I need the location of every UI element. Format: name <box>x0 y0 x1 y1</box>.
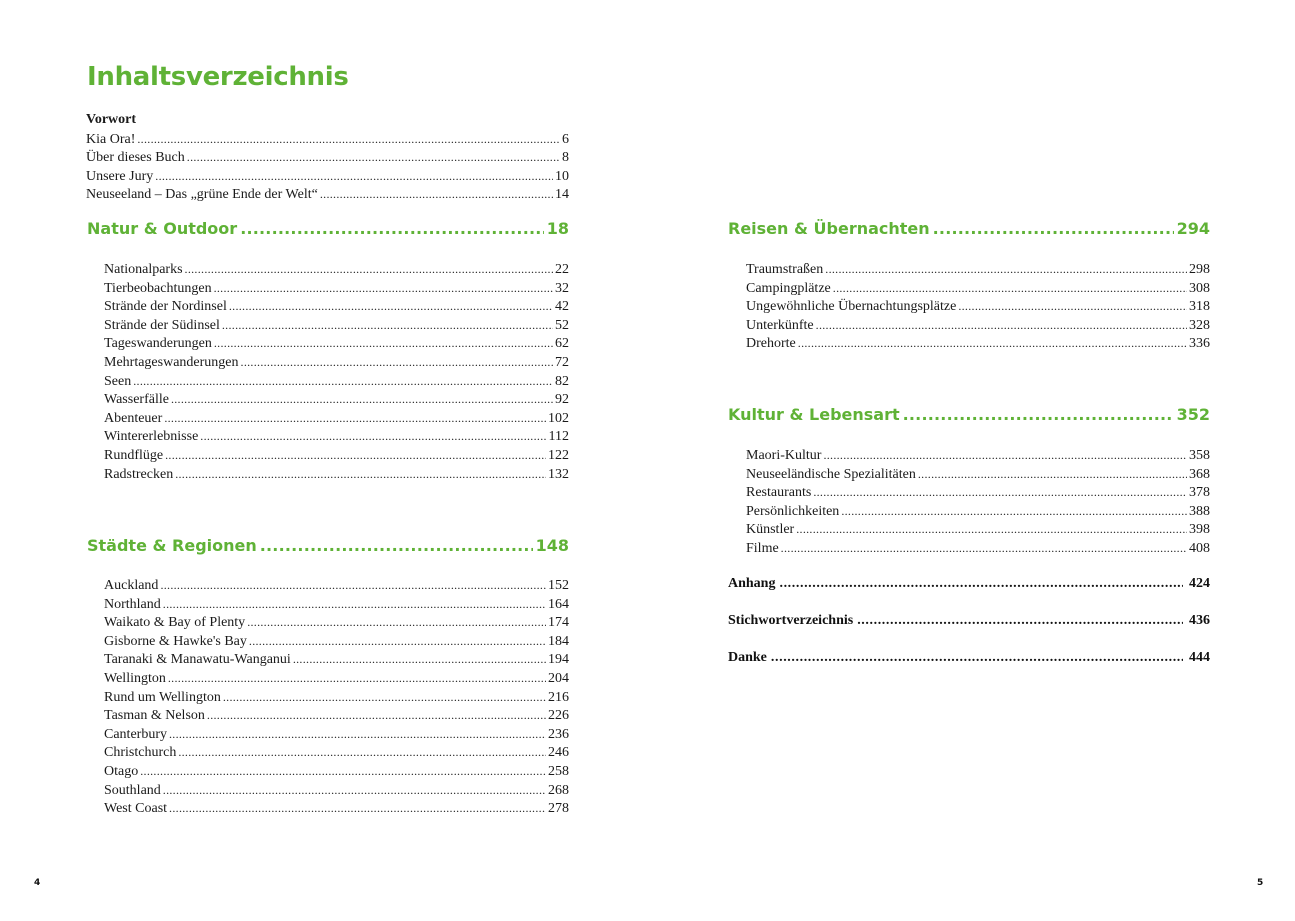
section-page: 18 <box>546 219 569 238</box>
toc-entry-page: 258 <box>548 763 569 779</box>
toc-entry[interactable] <box>746 483 1210 502</box>
page-number-right: 5 <box>1257 878 1264 888</box>
toc-entry[interactable] <box>746 446 1210 465</box>
toc-entry[interactable] <box>104 353 569 372</box>
toc-entry-page: 62 <box>555 336 569 352</box>
section-list-kultur <box>746 446 1210 558</box>
toc-entry[interactable] <box>86 130 569 149</box>
dot-leader <box>833 279 1187 298</box>
toc-entry[interactable] <box>104 316 569 335</box>
dot-leader <box>247 613 546 632</box>
toc-entry-page: 72 <box>555 354 569 370</box>
toc-entry-label: Nationalparks <box>104 262 183 277</box>
section-list-staedte <box>104 576 569 818</box>
toc-entry-page: 14 <box>555 187 569 203</box>
toc-entry-page: 298 <box>1189 262 1210 277</box>
toc-entry-page: 424 <box>1189 576 1210 591</box>
toc-entry-label: West Coast <box>104 801 168 817</box>
toc-entry[interactable] <box>746 465 1210 484</box>
toc-entry-label: Drehorte <box>746 336 796 352</box>
toc-entry-page: 112 <box>548 429 569 445</box>
toc-entry-page: 10 <box>555 168 569 184</box>
toc-entry[interactable] <box>104 762 569 781</box>
toc-entry-label: Künstler <box>746 522 795 538</box>
toc-entry-page: 368 <box>1189 466 1210 482</box>
section-title: Natur & Outdoor <box>87 219 238 238</box>
dot-leader <box>823 446 1187 465</box>
toc-entry[interactable] <box>104 781 569 800</box>
dot-leader <box>222 316 553 335</box>
toc-entry-page: 246 <box>548 745 569 761</box>
toc-entry-label: Abenteuer <box>104 410 163 426</box>
toc-entry[interactable] <box>104 279 569 298</box>
toc-entry[interactable] <box>746 316 1210 335</box>
dot-leader <box>175 465 546 484</box>
toc-entry-label: Traumstraßen <box>746 262 824 277</box>
toc-entry-label: Mehrtageswanderungen <box>104 354 239 370</box>
dot-leader <box>825 260 1187 279</box>
vorwort-block <box>86 111 569 204</box>
toc-entry[interactable] <box>104 390 569 409</box>
toc-entry[interactable] <box>104 743 569 762</box>
dot-leader <box>841 502 1187 521</box>
toc-entry-label: Otago <box>104 763 139 779</box>
toc-entry[interactable] <box>104 613 569 632</box>
toc-entry-label: Maori-Kultur <box>746 448 822 463</box>
toc-entry-page: 308 <box>1189 280 1210 296</box>
toc-entry[interactable] <box>746 334 1210 353</box>
toc-entry[interactable] <box>104 334 569 353</box>
toc-entry-label: Canterbury <box>104 726 167 742</box>
toc-anhang[interactable] <box>728 576 1210 596</box>
dot-leader <box>140 762 546 781</box>
dot-leader <box>813 483 1187 502</box>
toc-entry-page: 32 <box>555 280 569 296</box>
dot-leader <box>168 669 546 688</box>
toc-entry[interactable] <box>104 297 569 316</box>
section-list-reisen <box>746 260 1210 353</box>
dot-leader <box>164 409 546 428</box>
toc-entry-page: 8 <box>562 150 569 166</box>
toc-entry[interactable] <box>746 279 1210 298</box>
dot-leader <box>137 130 560 149</box>
dot-leader <box>155 167 553 186</box>
toc-entry[interactable] <box>104 595 569 614</box>
toc-entry-label: Strände der Südinsel <box>104 317 220 333</box>
toc-entry[interactable] <box>746 539 1210 558</box>
dot-leader <box>816 316 1187 335</box>
dot-leader <box>958 297 1187 316</box>
toc-entry-page: 92 <box>555 392 569 408</box>
toc-entry[interactable] <box>104 799 569 818</box>
toc-entry-label: Anhang <box>728 576 776 591</box>
toc-entry-page: 164 <box>548 596 569 612</box>
dot-leader <box>798 334 1187 353</box>
toc-entry-label: Unterkünfte <box>746 317 814 333</box>
dot-leader <box>200 427 546 446</box>
page-title: Inhaltsverzeichnis <box>87 62 349 92</box>
vorwort-heading: Vorwort <box>86 112 137 127</box>
dot-leader <box>163 781 546 800</box>
toc-entry-label: Ungewöhnliche Übernachtungsplätze <box>746 299 957 315</box>
toc-entry-page: 436 <box>1189 613 1210 628</box>
toc-entry[interactable] <box>104 725 569 744</box>
toc-entry[interactable] <box>104 465 569 484</box>
toc-entry[interactable] <box>746 260 1210 279</box>
dot-leader <box>207 706 546 725</box>
toc-entry-label: Neuseeland – Das „grüne Ende der Welt“ <box>86 187 318 203</box>
toc-entry-page: 328 <box>1189 317 1210 333</box>
dot-leader <box>903 405 1174 424</box>
dot-leader <box>293 650 546 669</box>
toc-entry-page: 378 <box>1189 485 1210 501</box>
section-title: Kultur & Lebensart <box>728 405 900 424</box>
section-heading-kultur[interactable] <box>728 405 1210 427</box>
dot-leader <box>165 446 546 465</box>
toc-entry-page: 216 <box>548 689 569 705</box>
toc-entry[interactable] <box>104 706 569 725</box>
toc-entry-label: Radstrecken <box>104 466 174 482</box>
toc-entry-page: 398 <box>1189 522 1210 538</box>
toc-entry-label: Christchurch <box>104 745 177 761</box>
toc-entry[interactable] <box>104 669 569 688</box>
toc-entry-page: 408 <box>1189 540 1210 556</box>
dot-leader <box>771 650 1183 666</box>
toc-entry-page: 122 <box>548 447 569 463</box>
dot-leader <box>229 297 553 316</box>
toc-entry-page: 132 <box>548 466 569 482</box>
section-title: Städte & Regionen <box>87 536 257 555</box>
toc-entry-label: Kia Ora! <box>86 131 136 147</box>
toc-entry-label: Tasman & Nelson <box>104 708 205 724</box>
toc-entry-label: Waikato & Bay of Plenty <box>104 615 246 631</box>
toc-entry-page: 236 <box>548 726 569 742</box>
toc-entry-page: 388 <box>1189 503 1210 519</box>
toc-entry[interactable] <box>104 409 569 428</box>
toc-entry[interactable] <box>86 167 569 186</box>
toc-entry[interactable] <box>104 260 569 279</box>
dot-leader <box>160 576 546 595</box>
dot-leader <box>796 520 1187 539</box>
page-number-left: 4 <box>34 878 41 888</box>
toc-entry[interactable] <box>746 520 1210 539</box>
dot-leader <box>163 595 546 614</box>
dot-leader <box>169 725 546 744</box>
toc-entry-label: Campingplätze <box>746 280 831 296</box>
toc-entry-page: 152 <box>548 578 569 593</box>
toc-entry-label: Tageswanderungen <box>104 336 212 352</box>
toc-entry-label: Auckland <box>104 578 159 593</box>
dot-leader <box>178 743 546 762</box>
dot-leader <box>187 148 560 167</box>
dot-leader <box>214 334 553 353</box>
toc-entry-page: 52 <box>555 317 569 333</box>
toc-entry[interactable] <box>104 688 569 707</box>
toc-entry-label: Über dieses Buch <box>86 150 185 166</box>
dot-leader <box>214 279 553 298</box>
toc-entry-page: 82 <box>555 373 569 389</box>
dot-leader <box>857 613 1183 629</box>
dot-leader <box>241 353 553 372</box>
section-page: 294 <box>1176 219 1210 238</box>
toc-entry[interactable] <box>104 446 569 465</box>
toc-entry-label: Unsere Jury <box>86 168 154 184</box>
toc-entry-label: Taranaki & Manawatu-Wanganui <box>104 652 291 668</box>
toc-entry-label: Restaurants <box>746 485 812 501</box>
toc-danke[interactable] <box>728 650 1210 670</box>
dot-leader <box>249 632 546 651</box>
dot-leader <box>933 219 1174 238</box>
section-heading-staedte[interactable] <box>87 536 569 558</box>
dot-leader <box>185 260 553 279</box>
toc-entry-label: Rundflüge <box>104 447 164 463</box>
toc-entry-label: Rund um Wellington <box>104 689 221 705</box>
toc-entry-page: 278 <box>548 801 569 817</box>
toc-entry[interactable] <box>104 372 569 391</box>
toc-entry-label: Tierbeobachtungen <box>104 280 212 296</box>
toc-entry-page: 42 <box>555 299 569 315</box>
toc-entry-label: Southland <box>104 782 161 798</box>
section-page: 148 <box>535 536 569 555</box>
dot-leader <box>240 219 544 238</box>
section-heading-reisen[interactable] <box>728 219 1210 241</box>
toc-entry-label: Persönlichkeiten <box>746 503 840 519</box>
toc-entry-label: Danke <box>728 650 767 665</box>
toc-entry-page: 204 <box>548 670 569 686</box>
section-page: 352 <box>1176 405 1210 424</box>
toc-entry-label: Gisborne & Hawke's Bay <box>104 633 247 649</box>
toc-entry[interactable] <box>104 576 569 595</box>
toc-entry-page: 358 <box>1189 448 1210 463</box>
dot-leader <box>260 536 533 555</box>
toc-entry-page: 102 <box>548 410 569 426</box>
toc-entry-label: Northland <box>104 596 161 612</box>
toc-entry[interactable] <box>746 502 1210 521</box>
toc-entry-label: Wellington <box>104 670 166 686</box>
toc-entry-label: Strände der Nordinsel <box>104 299 227 315</box>
section-heading-natur[interactable] <box>87 219 569 241</box>
dot-leader <box>779 576 1183 592</box>
toc-entry-page: 22 <box>555 262 569 277</box>
section-title: Reisen & Übernachten <box>728 219 930 238</box>
toc-entry-label: Neuseeländische Spezialitäten <box>746 466 916 482</box>
dot-leader <box>133 372 553 391</box>
toc-entry-page: 6 <box>562 131 569 147</box>
toc-entry-label: Stichwortverzeichnis <box>728 613 854 628</box>
toc-entry[interactable] <box>746 297 1210 316</box>
toc-entry-page: 268 <box>548 782 569 798</box>
toc-entry-label: Filme <box>746 540 779 556</box>
toc-entry-label: Seen <box>104 373 132 389</box>
toc-stichwortverzeichnis[interactable] <box>728 613 1210 633</box>
dot-leader <box>918 465 1187 484</box>
toc-entry-page: 444 <box>1189 650 1210 665</box>
toc-entry[interactable] <box>86 185 569 204</box>
dot-leader <box>781 539 1187 558</box>
toc-entry-page: 226 <box>548 708 569 724</box>
toc-entry[interactable] <box>104 632 569 651</box>
toc-entry[interactable] <box>104 650 569 669</box>
dot-leader <box>223 688 546 707</box>
toc-entry[interactable] <box>104 427 569 446</box>
toc-entry-page: 318 <box>1189 299 1210 315</box>
toc-entry-label: Wasserfälle <box>104 392 169 408</box>
dot-leader <box>169 799 546 818</box>
dot-leader <box>171 390 553 409</box>
toc-entry-page: 174 <box>548 615 569 631</box>
toc-entry[interactable] <box>86 148 569 167</box>
section-list-natur <box>104 260 569 483</box>
toc-entry-page: 336 <box>1189 336 1210 352</box>
toc-entry-page: 184 <box>548 633 569 649</box>
dot-leader <box>320 185 553 204</box>
toc-entry-label: Wintererlebnisse <box>104 429 199 445</box>
toc-entry-page: 194 <box>548 652 569 668</box>
